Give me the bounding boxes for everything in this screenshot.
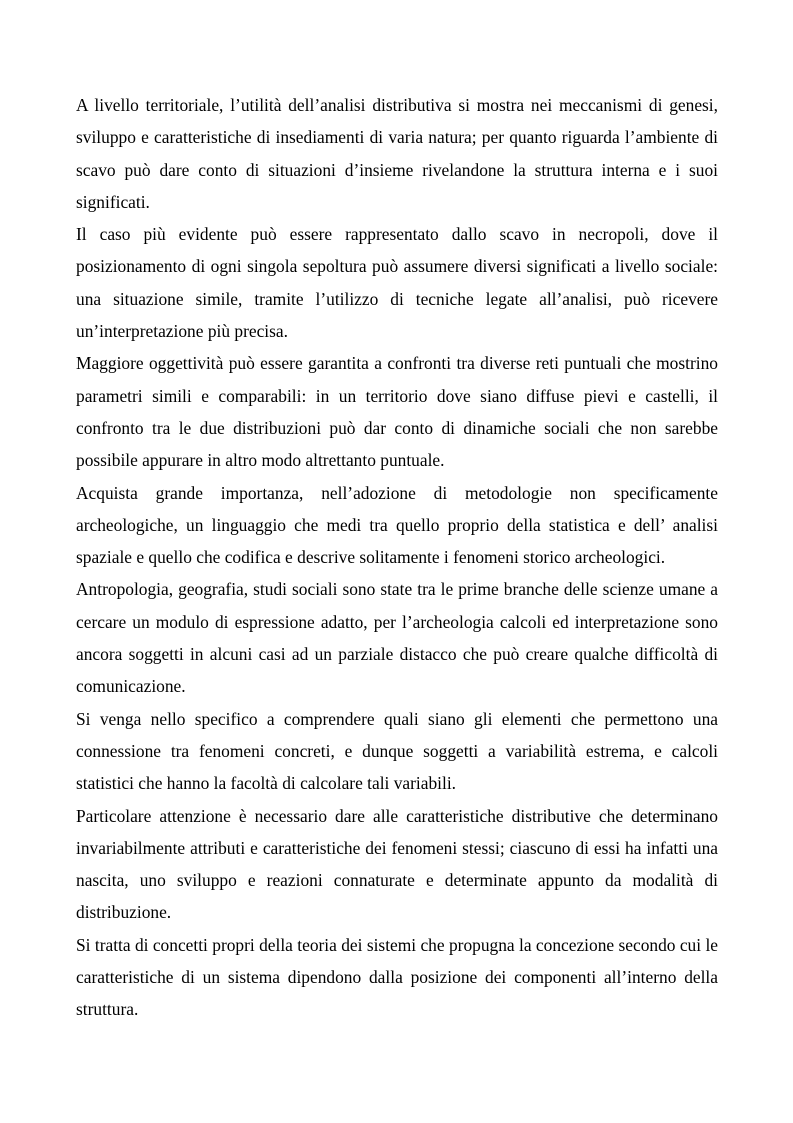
paragraph-6: Si venga nello specifico a comprendere quali siano gli elementi che permettono una connessione tra fenomeni concreti, e dunque soggetti a variabilità estrema, e calcoli statistici che hanno la facoltà di calcolare tali variabili.: [76, 708, 718, 794]
paragraph-4: Acquista grande importanza, nell’adozione di metodologie non specificamente archeologiche, un linguaggio che medi tra quello proprio della statistica e dell’ analisi spaziale e quello che codifica e descrive solitamente i fenomeni storico archeologici.: [76, 482, 718, 568]
paragraph-7: Particolare attenzione è necessario dare alle caratteristiche distributive che determinano invariabilmente attributi e caratteristiche dei fenomeni stessi; ciascuno di essi ha infatti una nascita, uno sviluppo e reazioni connaturate e determinate appunto da modalità di distribuzione.: [76, 805, 718, 923]
paragraph-1: A livello territoriale, l’utilità dell’analisi distributiva si mostra nei meccanismi di genesi, sviluppo e caratteristiche di insediamenti di varia natura; per quanto riguarda l’ambiente di scavo può dare conto di situazioni d’insieme rivelandone la struttura interna e i suoi significati.: [76, 95, 718, 212]
paragraph-5: Antropologia, geografia, studi sociali sono state tra le prime branche delle scienze umane a cercare un modulo di espressione adatto, per l’archeologia calcoli ed interpretazione sono ancora soggetti in alcuni casi ad un parziale distacco che può creare qualche difficoltà di comunicazione.: [76, 579, 718, 697]
paragraph-3: Maggiore oggettività può essere garantita a confronti tra diverse reti puntuali che mostrino parametri simili e comparabili: in un territorio dove siano diffuse pievi e castelli, il confronto tra le due distribuzioni può dar conto di dinamiche sociali che non sarebbe possibile appurare in altro modo altrettanto puntuale.: [76, 353, 718, 471]
paragraph-8: Si tratta di concetti propri della teoria dei sistemi che propugna la concezione secondo cui le caratteristiche di un sistema dipendono dalla posizione dei componenti all’interno della struttura.: [76, 934, 718, 1020]
document-page: [76, 89, 718, 1026]
paragraph-2: Il caso più evidente può essere rappresentato dallo scavo in necropoli, dove il posizionamento di ogni singola sepoltura può assumere diversi significati a livello sociale: una situazione simile, tramite l’utilizzo di tecniche legate all’analisi, può ricevere un’interpretazione più precisa.: [76, 224, 718, 342]
